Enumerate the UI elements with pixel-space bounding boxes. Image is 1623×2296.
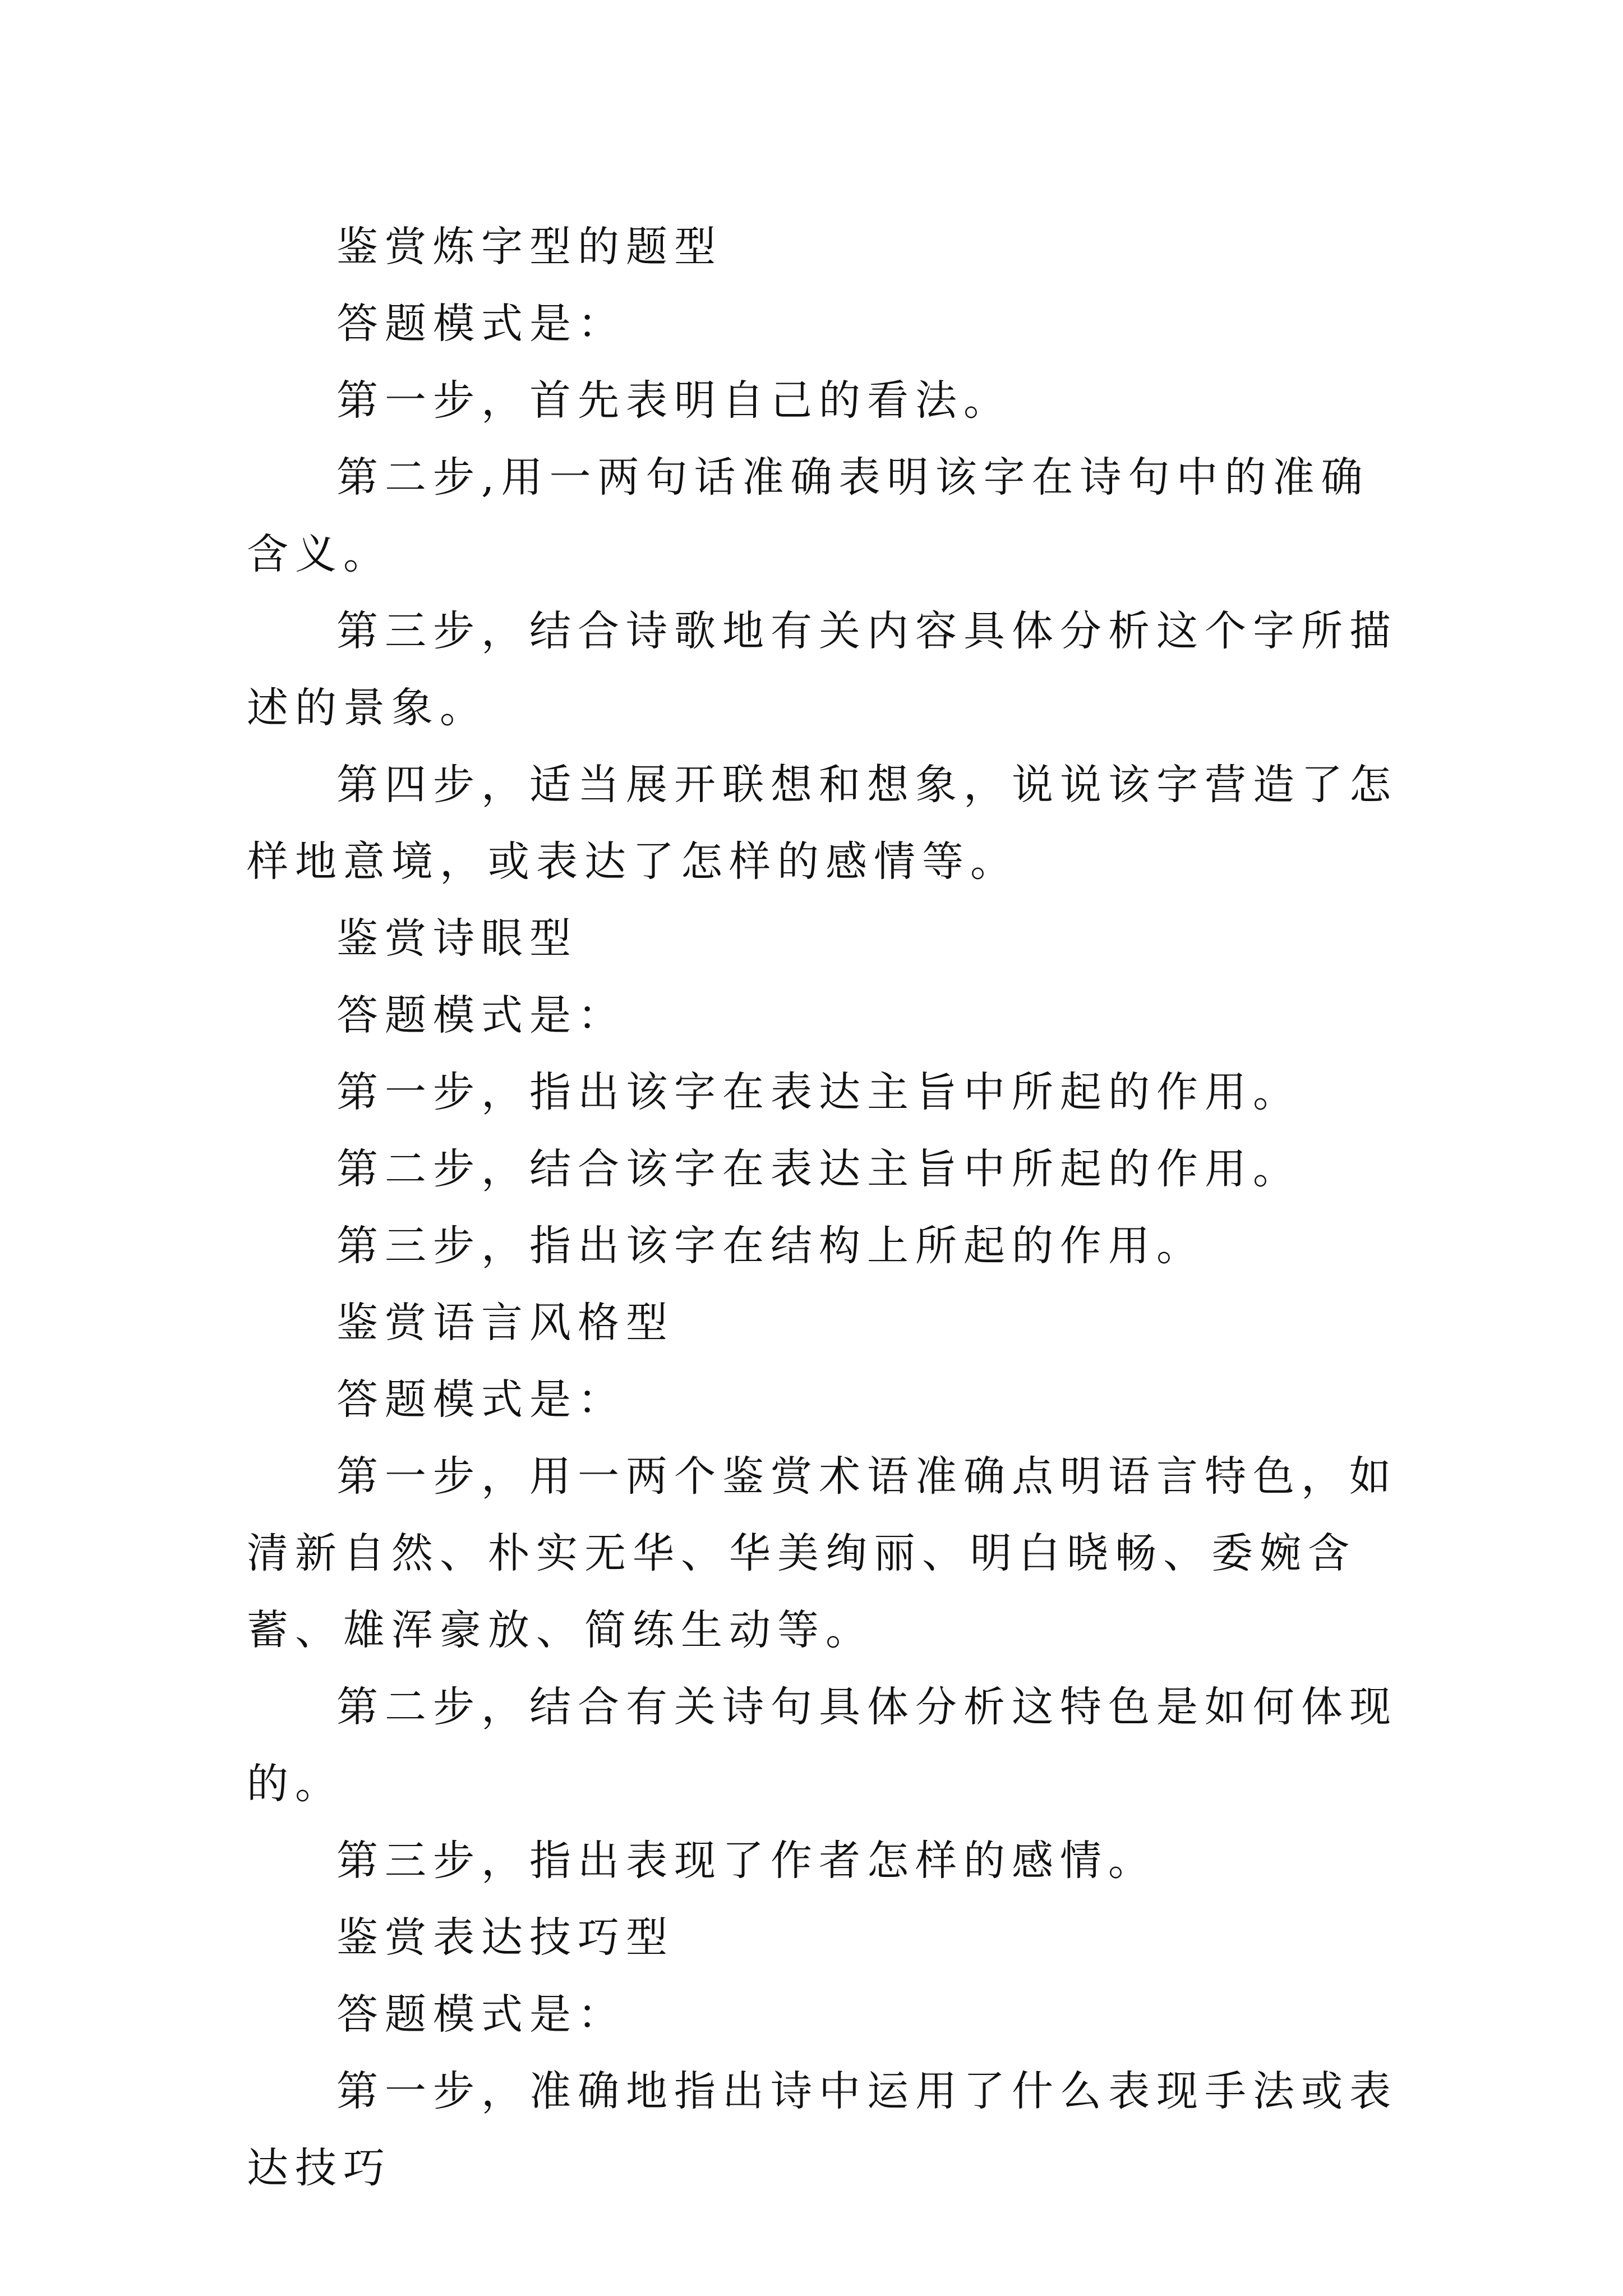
step-paragraph: 第二步,用一两句话准确表明该字在诗句中的准确含义。 — [247, 453, 1370, 578]
answer-mode-label: 答题模式是： — [336, 1990, 626, 2039]
step-paragraph: 第三步，结合诗歌地有关内容具体分析这个字所描述的景象。 — [247, 607, 1398, 732]
step-paragraph: 第一步，首先表明自己的看法。 — [336, 376, 1012, 425]
step-paragraph: 第二步，结合有关诗句具体分析这特色是如何体现的。 — [247, 1683, 1398, 1808]
section-heading-poem-eye: 鉴赏诗眼型 — [336, 914, 578, 963]
section-heading-expression-technique: 鉴赏表达技巧型 — [336, 1913, 674, 1962]
step-paragraph: 第四步，适当展开联想和想象，说说该字营造了怎样地意境，或表达了怎样的感情等。 — [247, 761, 1398, 886]
step-paragraph: 第一步，指出该字在表达主旨中所起的作用。 — [336, 1068, 1301, 1116]
step-paragraph: 第二步，结合该字在表达主旨中所起的作用。 — [336, 1145, 1301, 1193]
step-paragraph: 第一步，用一两个鉴赏术语准确点明语言特色，如清新自然、朴实无华、华美绚丽、明白晓畅、委婉含蓄、雄浑豪放、简练生动等。 — [247, 1452, 1398, 1654]
answer-mode-label: 答题模式是： — [336, 991, 626, 1039]
step-paragraph: 第三步，指出表现了作者怎样的感情。 — [336, 1837, 1156, 1885]
answer-mode-label: 答题模式是： — [336, 300, 626, 348]
section-heading-language-style: 鉴赏语言风格型 — [336, 1299, 674, 1347]
document-body — [247, 209, 1408, 2207]
step-paragraph: 第三步，指出该字在结构上所起的作用。 — [336, 1222, 1205, 1270]
section-heading-word-refining: 鉴赏炼字型的题型 — [336, 223, 722, 271]
answer-mode-label: 答题模式是： — [336, 1375, 626, 1424]
step-paragraph: 第一步，准确地指出诗中运用了什么表现手法或表达技巧 — [247, 2067, 1398, 2192]
